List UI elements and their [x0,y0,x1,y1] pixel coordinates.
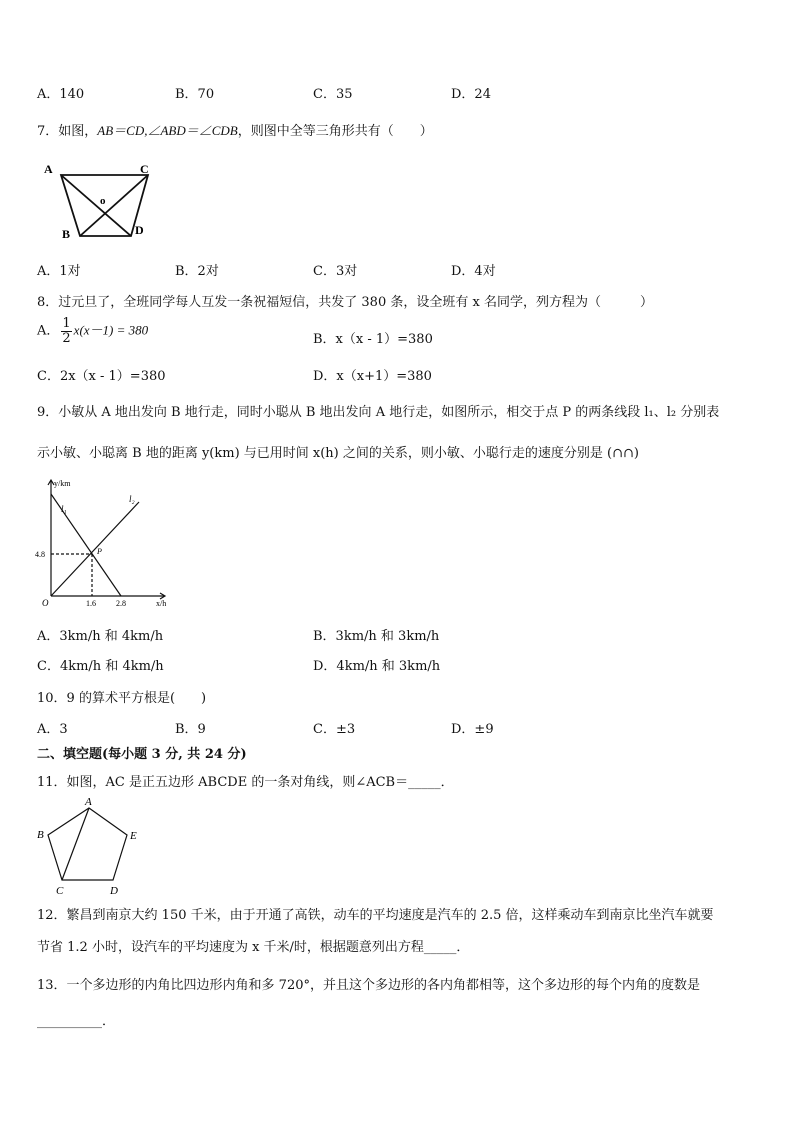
q11-label-a: A [85,796,92,808]
q7-trapezoid-figure [36,160,161,242]
q7-option-b: B．2对 [175,264,219,279]
q11-label-d: D [110,885,118,897]
q8-option-a-rest: x(x－1) = 380 [73,322,149,338]
q6-option-c: C．35 [313,87,353,102]
q9-ylabel: y/km [54,479,71,488]
q7-label-a: A [44,162,53,176]
q9-option-a: A．3km/h 和 4km/h [37,629,164,644]
q7-option-c: C．3对 [313,264,358,279]
q9-label-l1: l₁ [61,504,67,514]
q8-question: 8．过元旦了，全班同学每人互发一条祝福短信，共发了 380 条，设全班有 x 名同学，列方程为（ ） [37,295,653,310]
section-heading: 二、填空题(每小题 3 分, 共 24 分) [37,747,247,762]
q9-xtick-16: 1.6 [86,599,96,608]
q6-option-d: D．24 [451,87,491,102]
q7-condition: AB＝CD,∠ABD＝∠CDB [97,123,238,138]
q9-xtick-28: 2.8 [116,599,126,608]
q11-label-b: B [37,829,44,841]
q9-question-line2: 示小敏、小聪离 B 地的距离 y(km) 与已用时间 x(h) 之间的关系，则小敏、小聪行走的速度分别是 (∩∩) [37,446,639,461]
q9-origin: O [42,598,49,608]
q10-option-d: D．±9 [451,722,494,737]
q10-question: 10．9 的算术平方根是( ) [37,691,207,706]
q8-option-a [37,317,148,345]
q10-option-a: A．3 [37,722,68,737]
q7-tail: ，则图中全等三角形共有（ ） [237,124,433,139]
q7-label-c: C [140,162,149,176]
q11-pentagon-figure [34,794,144,898]
q10-option-b: B．9 [175,722,206,737]
q9-option-b: B．3km/h 和 3km/h [313,629,440,644]
q8-option-a-prefix: A． [37,323,60,339]
q8-option-c: C．2x（x - 1）=380 [37,369,166,384]
q7-label-d: D [135,223,144,237]
q11-label-c: C [56,885,64,897]
q7-label-o: o [100,195,106,207]
q8-option-b: B．x（x - 1）=380 [313,332,433,347]
q7-option-d: D．4对 [451,264,496,279]
q7-label-b: B [62,227,71,241]
q7-question [37,120,433,139]
q9-label-l2: l₂ [129,494,135,504]
q9-option-c: C．4km/h 和 4km/h [37,659,164,674]
q8-fraction-numerator: 1 [62,316,71,331]
q9-ytick-48: 4.8 [35,550,45,559]
q9-question-line1: 9．小敏从 A 地出发向 B 地行走，同时小聪从 B 地出发向 A 地行走，如图所示，相交于点 P 的两条线段 l₁、l₂ 分别表 [37,405,720,420]
q9-distance-time-graph [34,476,174,611]
q9-xlabel: x/h [156,599,167,608]
q9-label-p: P [97,547,102,556]
q6-option-a: A．140 [37,87,85,102]
q13-question-line1: 13．一个多边形的内角比四边形内角和多 720°，并且这个多边形的各内角都相等，这个多边形的每个内角的度数是 [37,978,700,993]
q8-option-d: D．x（x+1）=380 [313,369,432,384]
q9-line-l2 [51,502,139,596]
q12-question-line1: 12．繁昌到南京大约 150 千米，由于开通了高铁，动车的平均速度是汽车的 2.5 倍，这样乘动车到南京比坐汽车就要 [37,908,714,923]
q11-diagonal-ac [62,808,89,880]
q12-question-line2: 节省 1.2 小时，设汽车的平均速度为 x 千米/时，根据题意列出方程_____． [37,940,470,955]
q11-question: 11．如图，AC 是正五边形 ABCDE 的一条对角线，则∠ACB＝_____． [37,775,454,790]
q6-option-b: B．70 [175,87,215,102]
q7-option-a: A．1对 [37,264,81,279]
q11-label-e: E [130,830,137,842]
q9-option-d: D．4km/h 和 3km/h [313,659,441,674]
q8-fraction-denominator: 2 [62,330,71,346]
q7-number: 7．如图， [37,124,98,139]
q8-fraction [61,317,71,345]
q10-option-c: C．±3 [313,722,356,737]
q13-answer-blank: __________． [37,1014,116,1029]
